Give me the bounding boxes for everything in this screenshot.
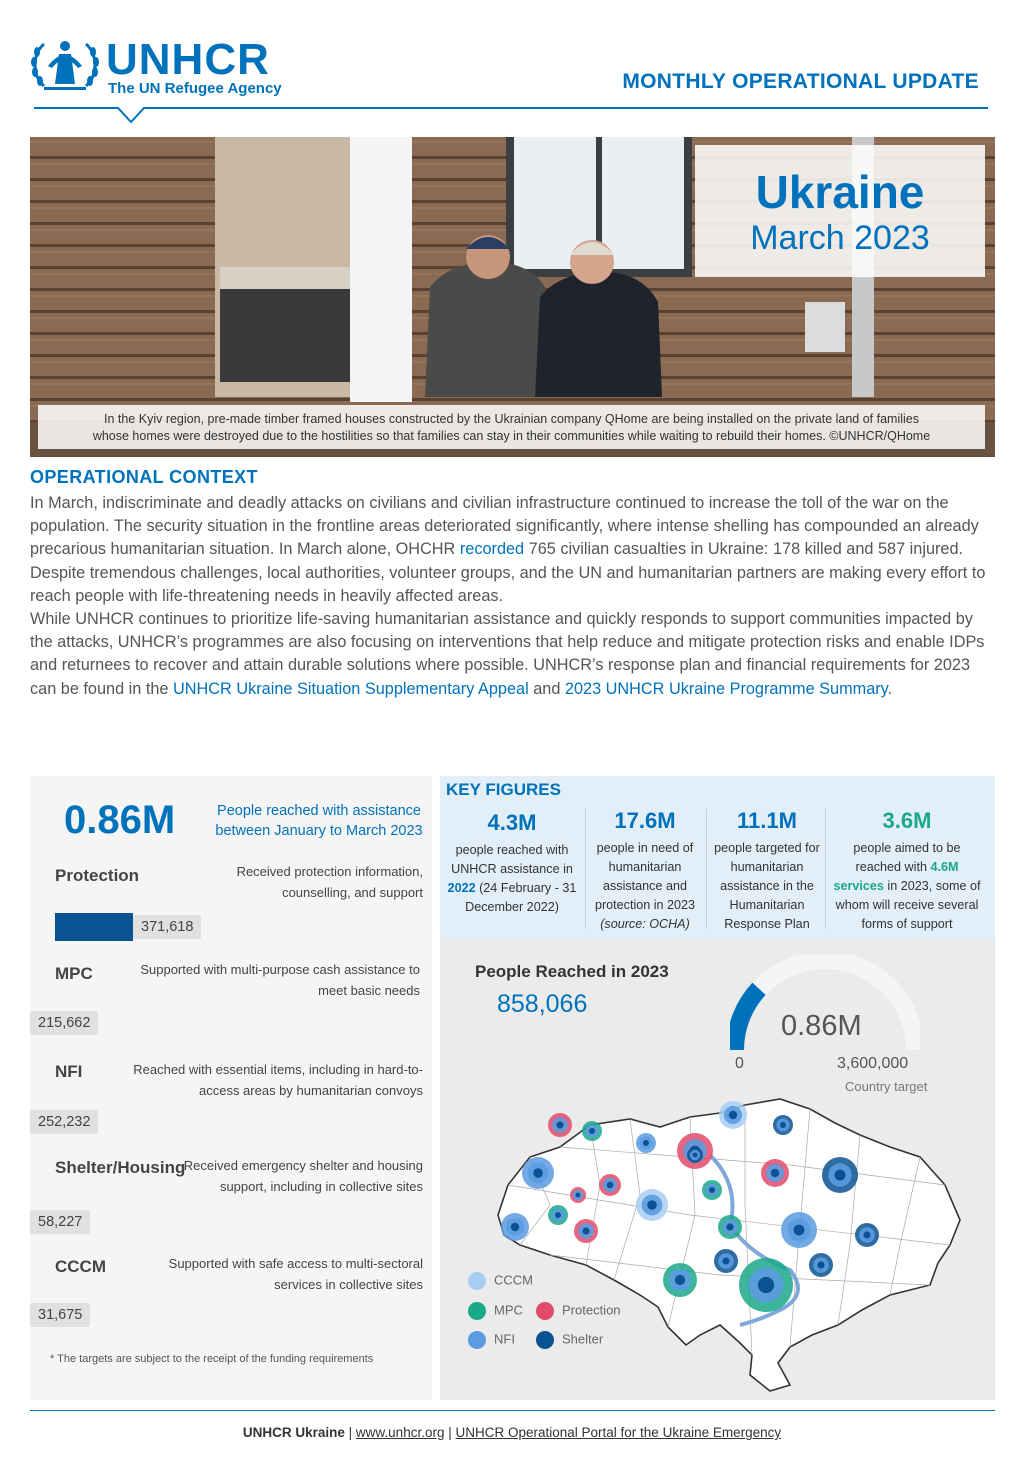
map-legend [468,1270,668,1370]
region-bubble [758,1277,774,1293]
legend-swatch-icon [536,1331,554,1349]
gauge-fill [735,989,759,1050]
footer [0,1425,1024,1440]
footer-portal-link[interactable]: UNHCR Operational Portal for the Ukraine Emergency [455,1425,782,1440]
legend-swatch-icon [536,1302,554,1320]
key-figure-highlight: 4.6M services [833,860,959,893]
section-title-context: OPERATIONAL CONTEXT [30,467,258,487]
region-bubble [835,1170,846,1181]
context-text-run: . [887,679,893,698]
region-bubble [780,1122,786,1128]
context-text-run: In March, indiscriminate and deadly attacks on civilians and civilian infrastructure continued to increase the toll of the war on the population. The security situation in the frontline areas deteriorated significantly, where intense shelling has compounded an already precarious humanitarian situation. In March alone, OHCHR [30,494,979,559]
key-figure-separator [585,809,586,929]
people-reached-value: 858,066 [497,990,588,1018]
region-bubble [555,1212,561,1218]
context-paragraph-1 [30,492,998,608]
sector-name: Protection [55,866,140,885]
caption-line-1: In the Kyiv region, pre-made timber framed houses constructed by the Ukrainian company QHome are being installed on the private land of families [103,412,919,426]
key-figure-separator [825,809,826,929]
context-text-run: 765 civilian casualties in Ukraine: 178 killed and 587 injured. Despite tremendous challenges, local authorities, volunteer groups, and the UN and humanitarian partners are making every effort to reach people with life-threatening needs in heavily affected areas. [30,540,986,605]
region-bubble [729,1111,737,1119]
legend-swatch-icon [468,1272,486,1290]
footer-separator: | [344,1425,356,1440]
key-figure-value: 17.6M [614,808,676,833]
brand-name: UNHCR [106,35,270,84]
sector-description: Supported with safe access to multi-sectoral services in collective sites [168,1256,423,1292]
sector-description: Supported with multi-purpose cash assistance to meet basic needs [140,962,420,998]
key-figure-value: 4.3M [487,810,537,835]
key-figure-text [830,839,984,934]
total-reached-value: 0.86M [64,798,176,842]
programme-summary-link[interactable]: 2023 UNHCR Ukraine Programme Summary [564,679,888,698]
sector-name: MPC [55,964,93,983]
title-box [695,145,985,277]
key-figure-2022-reached [445,808,579,917]
sector-shelter [30,1156,432,1236]
key-figure-value: 3.6M [882,808,932,833]
sector-value: 31,675 [30,1303,90,1327]
region-bubble [556,1121,563,1128]
key-figure-value: 11.1M [737,808,797,833]
key-figures-title: KEY FIGURES [446,780,561,799]
context-paragraph-2 [30,608,998,701]
sector-description: Received protection information, counselling, and support [236,864,423,900]
sector-mpc [30,960,432,1040]
region-bubble [647,1200,657,1210]
sector-name: CCCM [55,1257,106,1276]
region-bubble [726,1223,733,1230]
sector-bar [55,913,133,941]
sector-name: NFI [55,1062,83,1081]
people-reached-panel [440,940,995,1400]
region-bubble [576,1193,581,1198]
region-bubble [643,1140,649,1146]
context-text-run: and [528,679,565,698]
region-bubble [771,1169,779,1177]
caption-line-2: whose homes were destroyed due to the hostilities so that families can stay in their communities while waiting to rebuild their homes. ©UNHCR/QHome [92,429,931,443]
gauge-min: 0 [735,1055,744,1072]
key-figure-text: people in need of humanitarian assistance and protection in 2023 [594,841,696,912]
sector-protection [30,862,432,942]
sector-description: Reached with essential items, including in hard-to-access areas by humanitarian convoys [133,1062,423,1098]
legend-label: Protection [562,1302,621,1318]
supplementary-appeal-link[interactable]: UNHCR Ukraine Situation Supplementary Appeal [173,679,529,698]
key-figure-source: (source: OCHA) [600,917,690,931]
legend-label: MPC [494,1302,523,1318]
gauge-value: 0.86M [781,1010,862,1042]
sector-name: Shelter/Housing [55,1158,186,1177]
brand-tagline: The UN Refugee Agency [108,80,282,97]
people-reached-title: People Reached in 2023 [475,962,669,981]
gauge-target-label: Country target [845,1079,928,1094]
legend-protection [536,1302,621,1320]
reach-by-sector-panel [30,776,432,1400]
legend-label: Shelter [562,1331,604,1347]
region-bubble [709,1187,715,1193]
legend-swatch-icon [468,1302,486,1320]
key-figure-people-aimed [830,806,984,934]
region-bubble [863,1231,870,1238]
region-bubble [582,1227,589,1234]
legend-mpc [468,1302,523,1320]
legend-label: NFI [494,1331,515,1347]
key-figure-text-run: people aimed to be reached with [853,841,961,874]
key-figure-people-targeted [710,806,824,934]
document-type: MONTHLY OPERATIONAL UPDATE [622,70,979,93]
region-bubble [607,1182,614,1189]
photo-caption [38,405,985,449]
context-text-run: While UNHCR continues to prioritize life-saving humanitarian assistance and quickly responds to support communities impacted by the attacks, UNHCR’s programmes are also focusing on interventions that help reduce and mitigate protection risks and enable IDPs and returnees to recover and attain durable solutions where possible. UNHCR’s response plan and financial requirements for 2023 can be found in the [30,610,985,698]
header-divider [30,106,995,128]
total-reached-description: People reached with assistance between January to March 2023 [215,803,423,839]
sector-value: 252,232 [30,1110,98,1134]
region-bubble [511,1223,519,1231]
funding-footnote: * The targets are subject to the receipt of the funding requirements [50,1353,374,1365]
page-subtitle: March 2023 [750,219,930,257]
legend-swatch-icon [468,1331,486,1349]
region-bubble [589,1128,595,1134]
key-figure-text-run: people reached with UNHCR assistance in [451,843,573,876]
unhcr-logo [30,36,100,94]
legend-cccm [468,1272,533,1290]
sector-description: Received emergency shelter and housing support, including in collective sites [183,1158,423,1194]
key-figures-panel [440,776,995,940]
sector-cccm [30,1254,432,1334]
region-bubble [794,1225,805,1236]
gauge-max: 3,600,000 [837,1055,909,1072]
region-bubble [722,1257,729,1264]
footer-divider [30,1410,995,1411]
key-figure-separator [706,809,707,929]
footer-org: UNHCR Ukraine [242,1425,345,1440]
sector-value: 58,227 [30,1210,90,1234]
recorded-link[interactable]: recorded [459,540,525,559]
key-figure-text-run: in 2023, some of whom will receive several forms of support [835,879,981,931]
key-figure-people-in-need [588,806,702,934]
context-text [30,492,998,701]
hero-photo [30,137,995,457]
region-bubble [817,1261,824,1268]
region-bubble [533,1168,543,1178]
key-figure-text-run: (24 February - 31 December 2022) [465,881,577,914]
legend-label: CCCM [494,1272,533,1288]
region-bubble [693,1153,698,1158]
sector-value: 215,662 [30,1011,98,1035]
footer-unhcr-link[interactable]: www.unhcr.org [355,1425,445,1440]
page-title: Ukraine [755,166,925,218]
region-bubble [675,1275,685,1285]
key-figure-highlight: 2022 [447,881,476,895]
sector-value: 371,618 [133,915,201,939]
legend-nfi [468,1331,515,1349]
key-figure-text: people targeted for humanitarian assistance in the Humanitarian Response Plan [714,841,820,931]
legend-shelter [536,1331,603,1349]
footer-separator: | [444,1425,456,1440]
key-figure-text [445,841,579,917]
sector-nfi [30,1058,432,1138]
